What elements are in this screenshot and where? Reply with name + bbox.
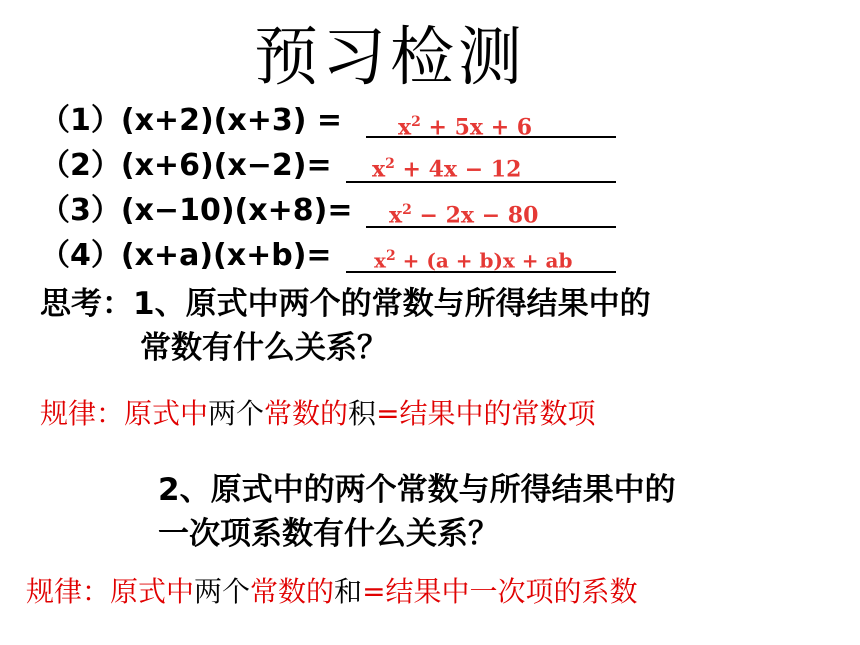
problem-4-label: （4）(x+a)(x+b)= (40, 238, 332, 273)
problem-3-answer: $x^2 - 2x - 80$ (389, 202, 539, 229)
problem-1-answer: $x^2 + 5x + 6$ (398, 114, 533, 141)
think-question-2-line-2: 一次项系数有什么关系？ (158, 516, 499, 552)
think-question-1-line-1: 思考：1、原式中两个的常数与所得结果中的 (40, 286, 651, 322)
problem-3-label: （3）(x−10)(x+8)= (40, 193, 353, 228)
page-title: 预习检测 (254, 21, 526, 95)
think-question-2-line-1: 2、原式中的两个常数与所得结果中的 (158, 472, 676, 508)
problem-2-label: （2）(x+6)(x−2)= (40, 148, 332, 183)
problem-2-answer: $x^2 + 4x - 12$ (372, 156, 522, 183)
rule-1: 规律：原式中两个常数的积=结果中的常数项 (40, 397, 596, 430)
think-question-1-line-2: 常数有什么关系？ (140, 330, 388, 366)
rule-2: 规律：原式中两个常数的和=结果中一次项的系数 (26, 575, 638, 608)
problem-4-answer: $x^2 + (a + b)x$ + ab (374, 248, 573, 273)
problem-1-label: （1）(x+2)(x+3) = (40, 103, 343, 138)
